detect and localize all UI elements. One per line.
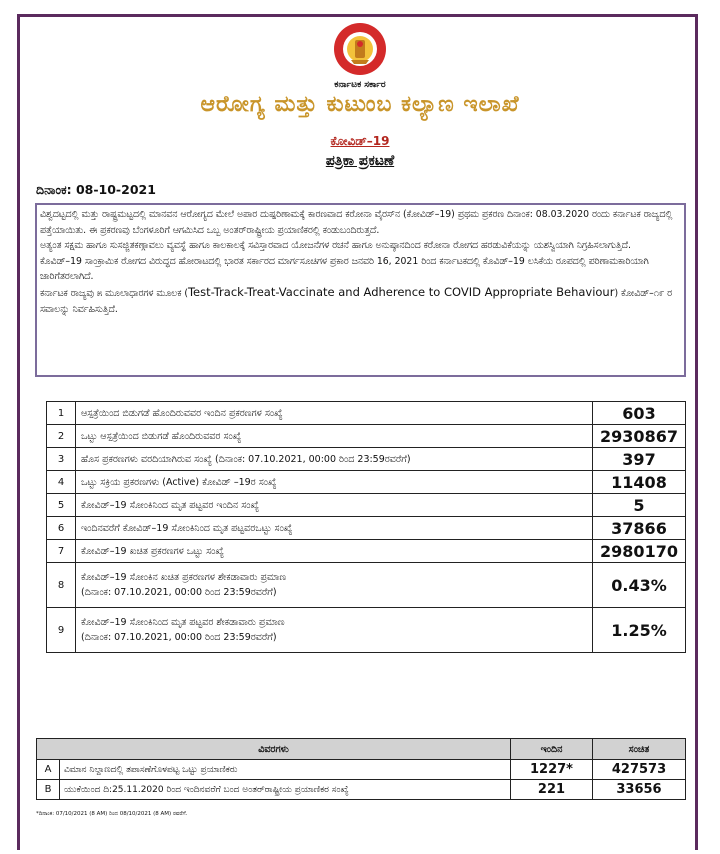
intro-paragraph-3: ಕೊವಿಡ್–19 ಸಾಂಕ್ರಾಮಿಕ ರೋಗದ ವಿರುದ್ಧದ ಹೋರಾಟದಲ್ಲಿ ಭಾರತ ಸರ್ಕಾರದ ಮಾರ್ಗಸೂಚಿಗಳ ಪ್ರಕಾರ ಜನವರಿ 16, 2021 ರಿಂದ ಕರ್ನಾಟಕದಲ್ಲಿ ಕೊವಿಡ್–19 ಲಸಿಕೆಯ ರೂಪದಲ್ಲಿ ಪರಿಣಾಮಕಾರಿಯಾಗಿ ಜಾರಿಗೆತರಲಾಗಿದೆ. [40, 255, 649, 283]
row-number: 5 [47, 494, 76, 517]
row-number: 9 [47, 608, 76, 653]
intro-box [35, 203, 686, 377]
row-value: 5 [593, 494, 686, 517]
release-date: ದಿನಾಂಕ: 08-10-2021 [36, 182, 156, 197]
row-value: 2980170 [593, 540, 686, 563]
table-row [47, 448, 686, 471]
row-number: 8 [47, 563, 76, 608]
table-row [47, 563, 686, 608]
travellers-table [36, 738, 686, 800]
row-today: 221 [511, 780, 593, 800]
department-title: ಆರೋಗ್ಯ ಮತ್ತು ಕುಟುಂಬ ಕಲ್ಯಾಣ ಇಲಾಖೆ [200, 92, 520, 117]
government-emblem-icon [333, 22, 387, 76]
row-number: 6 [47, 517, 76, 540]
row-cumulative: 427573 [593, 760, 686, 780]
intro-paragraph-1: ವಿಶ್ವದಟ್ಟದಲ್ಲಿ ಮತ್ತು ರಾಷ್ಟ್ರಮಟ್ಟದಲ್ಲಿ ಮಾನವನ ಆರೋಗ್ಯದ ಮೇಲೆ ಅಪಾರ ದುಷ್ಪರಿಣಾಮಕ್ಕೆ ಕಾರಣವಾದ ಕರೋನಾ ವೈರಸ್‌ನ (ಕೋವಿಡ್–19) ಪ್ರಥಮ ಪ್ರಕರಣ ದಿನಾಂಕ: 08.03.2020 ರಂದು ಕರ್ನಾಟಕ ರಾಜ್ಯದಲ್ಲಿ ಪತ್ತೆಯಾಯಿತು. ಈ ಪ್ರಕರಣವು ಬೆಂಗಳೂರಿಗೆ ಆಗಮಿಸಿದ ಒಬ್ಬ ಅಂತರ್‌ರಾಷ್ಟ್ರೀಯ ಪ್ರಯಾಣಿಕರಲ್ಲಿ ಕಂಡುಬಂದಿರುತ್ತದೆ. [40, 209, 673, 236]
covid-title: ಕೋವಿಡ್–19 [330, 134, 390, 148]
row-label: ಆಸ್ಪತ್ರೆಯಿಂದ ಬಿಡುಗಡೆ ಹೊಂದಿರುವವರ ಇಂದಿನ ಪ್ರಕರಣಗಳ ಸಂಖ್ಯೆ [76, 402, 593, 425]
col-details: ವಿವರಗಳು [37, 739, 511, 760]
row-label: ವಿಮಾನ ನಿಲ್ದಾಣದಲ್ಲಿ ತಪಾಸಣೆಗೊಳಪಟ್ಟ ಒಟ್ಟು ಪ್ರಯಾಣಿಕರು [60, 760, 511, 780]
table-row [47, 540, 686, 563]
government-label: ಕರ್ನಾಟಕ ಸರ್ಕಾರ [334, 80, 386, 90]
table-row [47, 608, 686, 653]
row-label: ಯುಕೆಯಿಂದ ದಿ:25.11.2020 ರಿಂದ ಇಂದಿನವರೆಗೆ ಬಂದ ಅಂತರ್‌ರಾಷ್ಟ್ರೀಯ ಪ್ರಯಾಣಿಕರ ಸಂಖ್ಯೆ [60, 780, 511, 800]
press-release-title: ಪತ್ರಿಕಾ ಪ್ರಕಟಣೆ [325, 153, 395, 169]
row-letter: B [37, 780, 60, 800]
col-cumulative: ಸಂಚಿತ [593, 739, 686, 760]
row-value: 2930867 [593, 425, 686, 448]
row-number: 1 [47, 402, 76, 425]
footnote: *ದಿನಾಂಕ: 07/10/2021 (8 AM) ರಿಂದ 08/10/2021 (8 AM) ರವರೆಗೆ. [36, 811, 188, 817]
table-row [47, 471, 686, 494]
table-row [47, 494, 686, 517]
row-value: 37866 [593, 517, 686, 540]
row-value: 603 [593, 402, 686, 425]
row-value: 11408 [593, 471, 686, 494]
row-label: ಇಂದಿನವರೆಗೆ ಕೋವಿಡ್–19 ಸೋಂಕಿನಿಂದ ಮೃತ ಪಟ್ಟವರಒಟ್ಟು ಸಂಖ್ಯೆ [76, 517, 593, 540]
row-letter: A [37, 760, 60, 780]
row-label: ಕೋವಿಡ್–19 ಖಚಿತ ಪ್ರಕರಣಗಳ ಒಟ್ಟು ಸಂಖ್ಯೆ [76, 540, 593, 563]
table-row [47, 402, 686, 425]
row-label: ಕೋವಿಡ್–19 ಸೋಂಕಿನಿಂದ ಮೃತ ಪಟ್ಟವರ ಇಂದಿನ ಸಂಖ್ಯೆ [76, 494, 593, 517]
intro-paragraph-4: ಕರ್ನಾಟಕ ರಾಜ್ಯವು ೫ ಮೂಲಾಧಾರಗಳ ಮೂಲಕ (Test-Track-Treat-Vaccinate and Adherence to COVID Appropriate Behaviour) ಕೋವಿಡ್–೧೯ ರ ಸವಾಲನ್ನು ನಿರ್ವಹಿಸುತ್ತಿದೆ. [40, 284, 673, 315]
row-number: 7 [47, 540, 76, 563]
row-value: 0.43% [593, 563, 686, 608]
row-value: 397 [593, 448, 686, 471]
row-number: 2 [47, 425, 76, 448]
row-label: ಕೋವಿಡ್–19 ಸೋಂಕಿನಿಂದ ಮೃತ ಪಟ್ಟವರ ಶೇಕಡಾವಾರು ಪ್ರಮಾಣ (ದಿನಾಂಕ: 07.10.2021, 00:00 ರಿಂದ 23:59ರವರೆಗೆ) [76, 608, 593, 653]
row-number: 4 [47, 471, 76, 494]
row-label: ಒಟ್ಟು ಆಸ್ಪತ್ರೆಯಿಂದ ಬಿಡುಗಡೆ ಹೊಂದಿರುವವರ ಸಂಖ್ಯೆ [76, 425, 593, 448]
row-label: ಒಟ್ಟು ಸಕ್ರಿಯ ಪ್ರಕರಣಗಳು (Active) ಕೋವಿಡ್ –19ರ ಸಂಖ್ಯೆ [76, 471, 593, 494]
table-row [47, 425, 686, 448]
table-row [47, 517, 686, 540]
covid-stats-table [46, 401, 686, 653]
row-cumulative: 33656 [593, 780, 686, 800]
table-row [37, 760, 686, 780]
row-number: 3 [47, 448, 76, 471]
row-label: ಕೋವಿಡ್–19 ಸೋಂಕಿನ ಖಚಿತ ಪ್ರಕರಣಗಳ ಶೇಕಡಾವಾರು ಪ್ರಮಾಣ (ದಿನಾಂಕ: 07.10.2021, 00:00 ರಿಂದ 23:59ರವರೆಗೆ) [76, 563, 593, 608]
row-value: 1.25% [593, 608, 686, 653]
row-label: ಹೊಸ ಪ್ರಕರಣಗಳು ವರದಿಯಾಗಿರುವ ಸಂಖ್ಯೆ (ದಿನಾಂಕ: 07.10.2021, 00:00 ರಿಂದ 23:59ರವರೆಗೆ) [76, 448, 593, 471]
table-row [37, 780, 686, 800]
intro-paragraph-2: ಅತ್ಯಂತ ಸಕ್ಷಮ ಹಾಗೂ ಸುಸಜ್ಜಿತಕಣ್ಗಾವಲು ವ್ಯವಸ್ಥೆ ಹಾಗೂ ಕಾಲಕಾಲಕ್ಕೆ ಸವಿಸ್ತಾರವಾದ ಯೋಜನೆಗಳ ರಚನೆ ಹಾಗೂ ಅನುಷ್ಠಾನದಿಂದ ಕರೋನಾ ರೋಗದ ಹರಡುವಿಕೆಯನ್ನು ಯಶಸ್ವಿಯಾಗಿ ನಿಗ್ರಹಿಸಲಾಗುತ್ತಿದೆ. [40, 240, 631, 252]
col-today: ಇಂದಿನ [511, 739, 593, 760]
row-today: 1227* [511, 760, 593, 780]
